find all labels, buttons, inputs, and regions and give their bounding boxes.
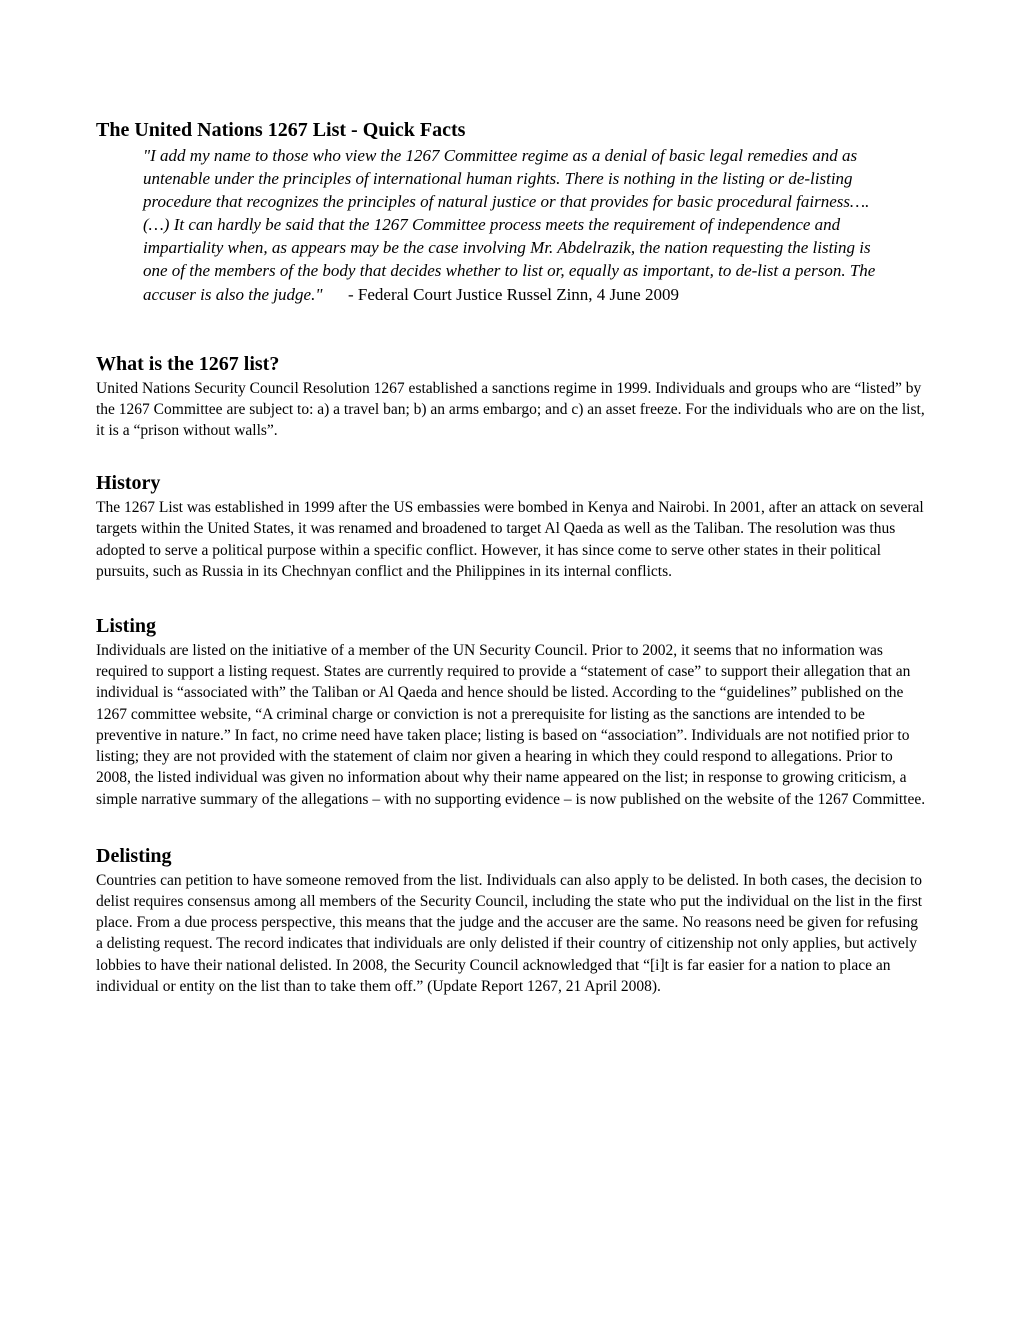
- quote-attribution: - Federal Court Justice Russel Zinn, 4 June 2009: [347, 284, 679, 304]
- page-title: The United Nations 1267 List - Quick Facts: [96, 119, 466, 141]
- document-page: [96, 116, 928, 997]
- section-heading: Delisting: [96, 844, 172, 867]
- section-paragraph: Countries can petition to have someone removed from the list. Individuals can also apply to be delisted. In both cases, the decision to delist requires consensus among all members of the Security Council, including the state who put the individual on the list in the first place. From a due process perspective, this means that the judge and the accuser are the same. No reasons need be given for refusing a delisting request. The record indicates that individuals are only delisted if their country of citizenship not only applies, but actively lobbies to have their national delisted. In 2008, the Security Council acknowledged that “[i]t is far easier for a nation to place an individual or entity on the list than to take them off.” (Update Report 1267, 21 April 2008).: [96, 871, 923, 995]
- section-paragraph: United Nations Security Council Resolution 1267 established a sanctions regime in 1999. Individuals and groups who are “listed” by the 1267 Committee are subject to: a) a travel ban; b) an arms embargo; and c) an asset freeze. For the individuals who are on the list, it is a “prison without walls”.: [96, 379, 925, 440]
- section-history: [96, 469, 928, 582]
- opening-quote: [143, 144, 883, 306]
- section-what-is-list: [96, 350, 928, 442]
- section-paragraph: The 1267 List was established in 1999 after the US embassies were bombed in Kenya and Nairobi. In 2001, after an attack on several targets within the United States, it was renamed and broadened to target Al Qaeda as well as the Taliban. The resolution was thus adopted to serve a political purpose within a specific conflict. However, it has since come to serve other states in their political pursuits, such as Russia in its Chechnyan conflict and the Philippines in its internal conflicts.: [96, 499, 924, 580]
- section-heading: Listing: [96, 615, 157, 638]
- section-heading: History: [96, 472, 161, 495]
- quote-text: "I add my name to those who view the 1267 Committee regime as a denial of basic legal remedies and as untenable under the principles of international human rights. There is nothing in the listing or de-listing procedure that recognizes the principles of natural justice or that provides for basic procedural fairness…. (…) It can hardly be said that the 1267 Committee process meets the requirement of independence and impartiality when, as appears may be the case involving Mr. Abdelrazik, the nation requesting the listing is one of the members of the body that decides whether to list or, equally as important, to de-list a person. The accuser is also the judge.": [143, 146, 876, 304]
- section-heading: What is the 1267 list?: [96, 352, 280, 375]
- section-delisting: [96, 842, 928, 997]
- section-listing: [96, 612, 928, 810]
- section-paragraph: Individuals are listed on the initiative of a member of the UN Security Council. Prior to 2002, it seems that no information was required to support a listing request. States are currently required to provide a “statement of case” to support their allegation that an individual is “associated with” the Taliban or Al Qaeda and hence should be listed. According to the “guidelines” published on the 1267 committee website, “A criminal charge or conviction is not a prerequisite for listing as the sanctions are intended to be preventive in nature.” In fact, no crime need have taken place; listing is based on “association”. Individuals are not notified prior to listing; they are not provided with the statement of claim nor given a hearing in which they could respond to allegations. Prior to 2008, the listed individual was given no information about why their name appeared on the list; in response to growing criticism, a simple narrative summary of the allegations – with no supporting evidence – is now published on the website of the 1267 Committee.: [96, 642, 926, 808]
